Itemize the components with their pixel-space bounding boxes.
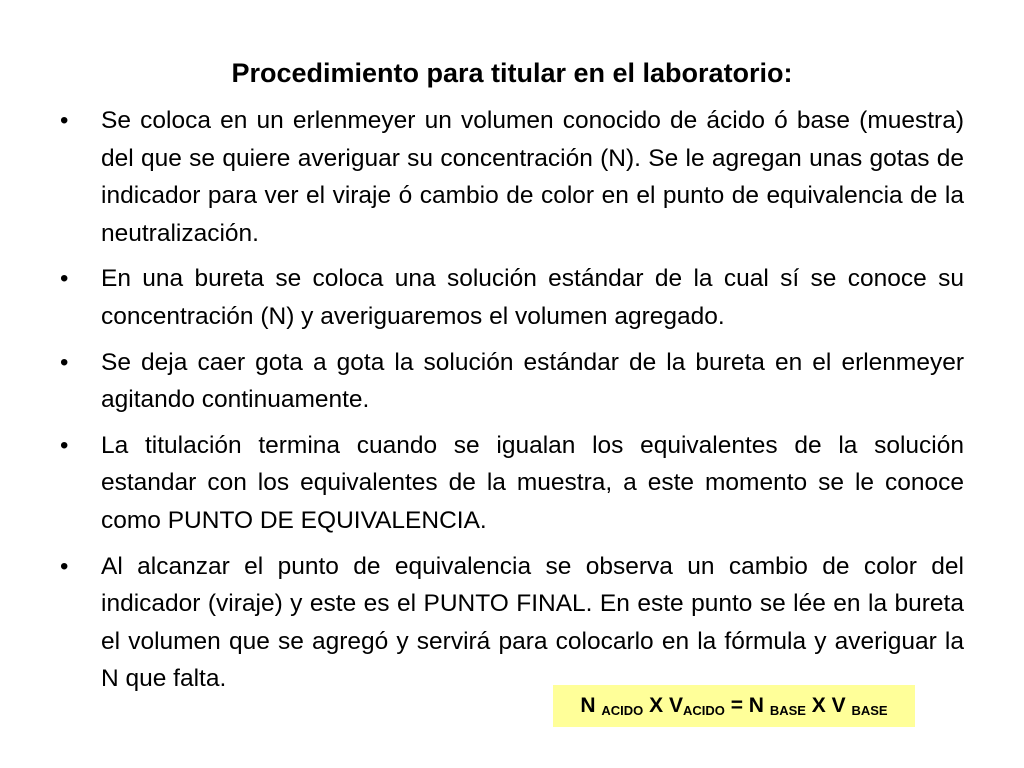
- list-item: [60, 260, 964, 335]
- list-item: [60, 427, 964, 540]
- bullet-icon: •: [60, 107, 69, 134]
- formula-times-v-base: X V: [805, 694, 852, 717]
- bullet-text: En una bureta se coloca una solución estándar de la cual sí se conoce su concentración (N) y averiguaremos el volumen agregado.: [101, 265, 964, 330]
- bullet-icon: •: [60, 431, 69, 459]
- formula-sub-base-2: BASE: [851, 703, 888, 718]
- bullet-text: Se deja caer gota a gota la solución estándar de la bureta en el erlenmeyer agitando continuamente.: [101, 348, 964, 414]
- bullet-icon: •: [60, 348, 69, 376]
- bullet-text: La titulación termina cuando se igualan los equivalentes de la solución estandar con los equivalentes de la muestra, a este momento se le conoce como PUNTO DE EQUIVALENCIA.: [101, 431, 964, 534]
- formula-equals-n-base: = N: [724, 694, 770, 717]
- formula-sub-acid-1: ACIDO: [601, 703, 644, 718]
- formula-sub-base-1: BASE: [769, 703, 806, 718]
- bullet-icon: •: [60, 552, 69, 580]
- bullet-list: [60, 102, 964, 706]
- bullet-text: Se coloca en un erlenmeyer un volumen conocido de ácido ó base (muestra) del que se quiere averiguar su concentración (N). Se le agregan unas gotas de indicador para ver el viraje ó cambio de color en el punto de equivalencia de la neutralización.: [101, 107, 964, 247]
- bullet-icon: •: [60, 265, 69, 293]
- list-item: [60, 102, 964, 252]
- formula-times-v-acid: X V: [643, 694, 683, 717]
- slide-title: Procedimiento para titular en el laboratorio:: [231, 58, 793, 88]
- list-item: [60, 548, 964, 698]
- formula-n-acid: N: [580, 694, 602, 717]
- formula-box: [553, 685, 915, 727]
- list-item: [60, 344, 964, 419]
- formula-sub-acid-2: ACIDO: [682, 703, 725, 718]
- bullet-text: Al alcanzar el punto de equivalencia se observa un cambio de color del indicador (viraje) y este es el PUNTO FINAL. En este punto se lée en la bureta el volumen que se agregó y servirá para colocarlo en la fórmula y averiguar la N que falta.: [101, 552, 964, 693]
